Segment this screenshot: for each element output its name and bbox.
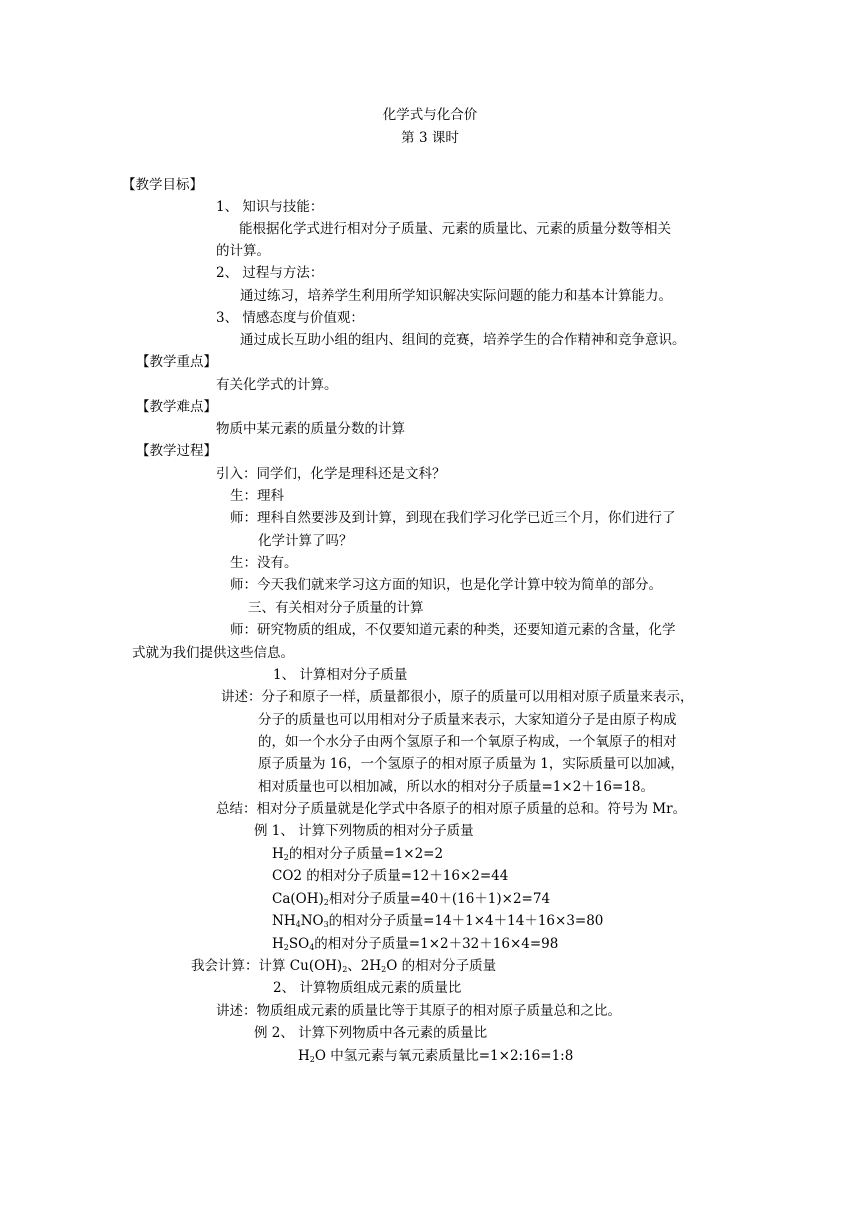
example-1-co2: CO2 的相对分子质量=12＋16×2=44 [272, 868, 509, 884]
lecture-1-line-3: 的，如一个水分子由两个氢原子和一个氧原子构成，一个氧原子的相对 [258, 734, 677, 750]
page-title: 化学式与化合价 [382, 107, 478, 123]
lesson-number: 第 3 课时 [401, 130, 459, 146]
lecture-1-line-5: 相对质量也可以相加减，所以水的相对分子质量=1×2＋16=18。 [258, 779, 654, 795]
goal-3-label: 3、 情感态度与价值观： [216, 310, 364, 326]
example-1-nh4no3: $NH_4NO_3$的相对分子质量=14＋1×4＋14＋16×3=80 [272, 913, 604, 929]
example-2-h2o: $H_2O$ 中氢元素与氧元素质量比=1×2:16=1:8 [298, 1048, 574, 1064]
teacher-line-2: 师：今天我们就来学习这方面的知识，也是化学计算中较为简单的部分。 [230, 577, 662, 593]
example-1-heading: 例 1、 计算下列物质的相对分子质量 [254, 823, 474, 839]
process-heading: 【教学过程】 [136, 443, 217, 459]
lecture-1-line-2: 分子的质量也可以用相对分子质量来表示，大家知道分子是由原子构成 [258, 712, 677, 728]
key-point-heading: 【教学重点】 [136, 354, 217, 370]
subsection-2-heading: 2、 计算物质组成元素的质量比 [273, 980, 462, 996]
teacher-line-3: 师：研究物质的组成，不仅要知道元素的种类，还要知道元素的含量，化学 [230, 622, 676, 638]
example-1-h2so4: $H_2SO_4$的相对分子质量=1×2＋32＋16×4=98 [272, 936, 559, 952]
example-1-h2: $H_2$的相对分子质量=1×2=2 [272, 846, 444, 862]
teacher-line-1: 师：理科自然要涉及到计算，到现在我们学习化学已近三个月，你们进行了 [230, 510, 676, 526]
goal-1-text-cont: 的计算。 [216, 243, 270, 259]
difficulty-heading: 【教学难点】 [136, 399, 217, 415]
section-three-heading: 三、有关相对分子质量的计算 [248, 600, 424, 616]
student-reply-2: 生：没有。 [230, 555, 298, 571]
lecture-1-line-1: 讲述：分子和原子一样，质量都很小，原子的质量可以用相对原子质量来表示， [221, 689, 694, 705]
goal-1-label: 1、 知识与技能： [216, 199, 324, 215]
key-point-text: 有关化学式的计算。 [216, 377, 338, 393]
student-reply-1: 生：理科 [230, 488, 284, 504]
example-1-caoh2: $Ca(OH)_2$相对分子质量=40＋(16＋1)×2=74 [272, 891, 551, 907]
goal-1-text: 能根据化学式进行相对分子质量、元素的质量比、元素的质量分数等相关 [239, 221, 671, 237]
intro-line: 引入：同学们，化学是理科还是文科？ [216, 466, 446, 482]
summary-line: 总结：相对分子质量就是化学式中各原子的相对原子质量的总和。符号为 Mr。 [216, 801, 687, 817]
goal-3-text: 通过成长互助小组的组内、组间的竞赛，培养学生的合作精神和竞争意识。 [240, 332, 686, 348]
practice-line: 我会计算：计算 $Cu(OH)_2$、$2H_2O$ 的相对分子质量 [191, 958, 497, 974]
goal-2-text: 通过练习，培养学生利用所学知识解决实际问题的能力和基本计算能力。 [240, 288, 672, 304]
goals-heading: 【教学目标】 [122, 177, 203, 193]
example-2-heading: 例 2、 计算下列物质中各元素的质量比 [254, 1025, 488, 1041]
teacher-line-3-cont: 式就为我们提供这些信息。 [132, 645, 294, 661]
lecture-2-line: 讲述：物质组成元素的质量比等于其原子的相对原子质量总和之比。 [216, 1003, 621, 1019]
lecture-1-line-4: 原子质量为 16，一个氢原子的相对原子质量为 1，实际质量可以加减， [258, 756, 684, 772]
goal-2-label: 2、 过程与方法： [216, 265, 324, 281]
teacher-line-1-cont: 化学计算了吗？ [258, 533, 353, 549]
difficulty-text: 物质中某元素的质量分数的计算 [216, 421, 405, 437]
subsection-1-heading: 1、 计算相对分子质量 [273, 667, 408, 683]
